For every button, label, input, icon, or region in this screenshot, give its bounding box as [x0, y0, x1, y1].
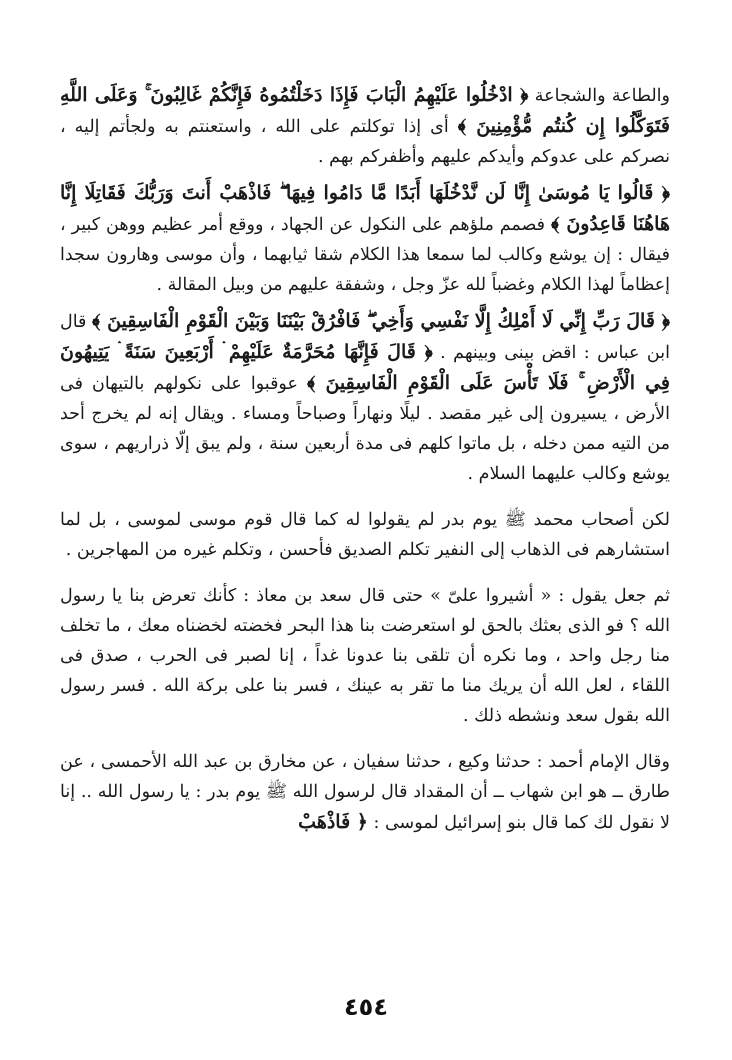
plain-text: والطاعة والشجاعة: [528, 86, 670, 106]
quran-verse: ﴿ ادْخُلُوا عَلَيْهِمُ الْبَابَ فَإِذَا دَخَلْتُمُوهُ فَإِنَّكُمْ غَالِبُونَ ۚ وَعَلَى اللَّهِ فَتَوَكَّلُوا إِن كُنتُم مُّؤْمِنِينَ ﴾: [60, 84, 670, 137]
plain-text: عوقبوا على نكولهم بالتيهان فى الأرض ، يسيرون إلى غير مقصد . ليلًا ونهاراً وصباحاً ومساء . ويقال إنه لم يخرج أحد من التيه ممن دخله ، بل ماتوا كلهم فى مدة أربعين سنة ، ولم يبق إلّا ذراريهم ، سوى يوشع وكالب عليهما السلام .: [60, 374, 670, 484]
page-number: ٤٥٤: [344, 993, 388, 1021]
paragraph-4: [60, 505, 670, 565]
body-text: [60, 80, 670, 838]
paragraph-1: [60, 80, 670, 172]
quran-verse: ﴿ قَالُوا يَا مُوسَىٰ إِنَّا لَن نَّدْخُلَهَا أَبَدًا مَّا دَامُوا فِيهَا ۖ فَاذْهَبْ أَنتَ وَرَبُّكَ فَقَاتِلَا إِنَّا هَاهُنَا قَاعِدُونَ ﴾: [60, 182, 670, 235]
paragraph-2: [60, 178, 670, 300]
plain-text: قال ابن عباس : اقض بينى وبينهم .: [60, 312, 670, 363]
plain-text: وقال الإمام أحمد : حدثنا وكيع ، حدثنا سفيان ، عن مخارق بن عبد الله الأحمسى ، عن طارق ــ هو ابن شهاب ــ أن المقداد قال لرسول الله ﷺ يوم بدر : يا رسول الله .. إنا لا نقول لك كما قال بنو إسرائيل لموسى :: [60, 752, 670, 833]
quran-verse: ﴿ قَالَ رَبِّ إِنِّي لَا أَمْلِكُ إِلَّا نَفْسِي وَأَخِي ۖ فَافْرُقْ بَيْنَنَا وَبَيْنَ الْقَوْمِ الْفَاسِقِينَ ﴾: [92, 310, 670, 332]
plain-text: أى إذا توكلتم على الله ، واستعنتم به ولجأتم إليه ، نصركم على عدوكم وأيدكم عليهم وأظفركم بهم .: [60, 117, 670, 167]
plain-text: فصمم ملؤهم على النكول عن الجهاد ، ووقع أمر عظيم ووهن كبير ، فيقال : إن يوشع وكالب لما سمعا هذا الكلام شقا ثيابهما ، وأن موسى وهارون سجدا إعظاماً لهذا الكلام وغضباً لله عزّ وجل ، وشفقة عليهم من وبيل المقالة .: [60, 215, 670, 295]
plain-text: ثم جعل يقول : « أشيروا علىّ » حتى قال سعد بن معاذ : كأنك تعرض بنا يا رسول الله ؟ فو الذى بعثك بالحق لو استعرضت بنا هذا البحر فخضته لخضناه معك ، ما تخلف منا رجل واحد ، وما نكره أن تلقى بنا عدونا غداً ، إنا لصبر فى الحرب ، صدق فى اللقاء ، لعل الله أن يريك منا ما تقر به عينك ، فسر بنا على بركة الله . فسر رسول الله بقول سعد ونشطه ذلك .: [60, 586, 670, 726]
paragraph-6: [60, 747, 670, 838]
quran-verse: ﴿ فَاذْهَبْ: [298, 811, 368, 833]
paragraph-3: [60, 306, 670, 489]
paragraph-5: [60, 581, 670, 731]
plain-text: لكن أصحاب محمد ﷺ يوم بدر لم يقولوا له كما قال قوم موسى لموسى ، بل لما استشارهم فى الذهاب إلى النفير تكلم الصديق فأحسن ، وتكلم غيره من المهاجرين .: [60, 510, 670, 560]
quran-verse: ﴿ قَالَ فَإِنَّهَا مُحَرَّمَةٌ عَلَيْهِمْ ۛ أَرْبَعِينَ سَنَةً ۛ يَتِيهُونَ فِي الْأَرْضِ ۚ فَلَا تَأْسَ عَلَى الْقَوْمِ الْفَاسِقِينَ ﴾: [60, 341, 670, 394]
